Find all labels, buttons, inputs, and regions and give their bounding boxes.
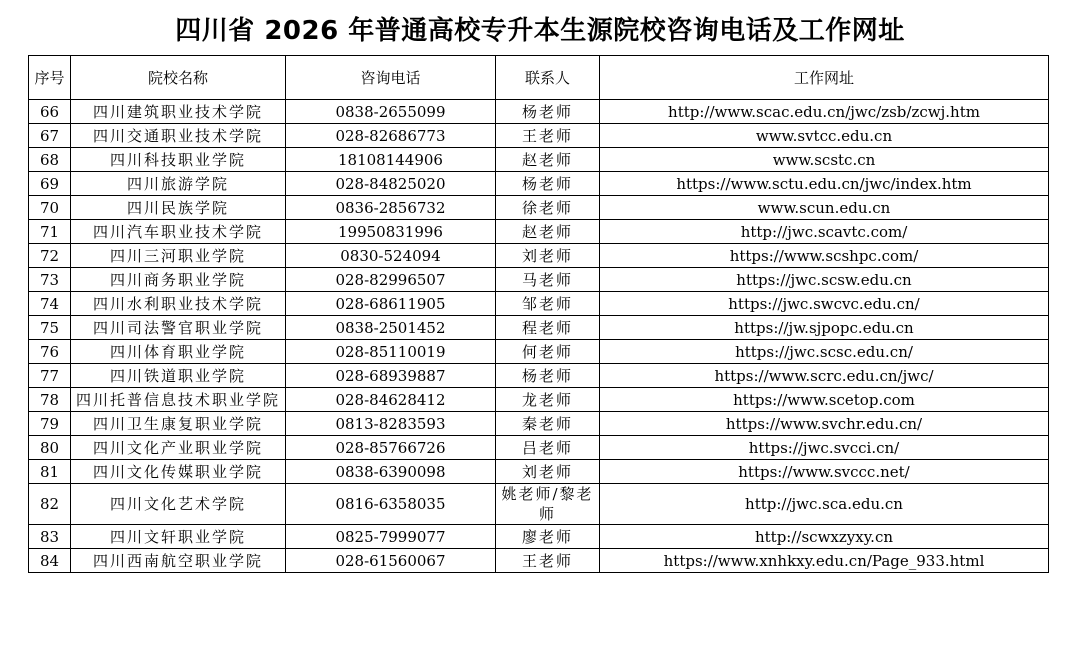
phone: 0838-6390098 [286,460,496,484]
website[interactable]: https://jwc.svcci.cn/ [600,436,1049,460]
website[interactable]: https://www.svccc.net/ [600,460,1049,484]
school-name: 四川托普信息技术职业学院 [71,388,286,412]
table-header-row [29,56,1049,100]
school-name: 四川体育职业学院 [71,340,286,364]
row-index: 75 [29,316,71,340]
school-name: 四川民族学院 [71,196,286,220]
row-index: 82 [29,484,71,525]
row-index: 71 [29,220,71,244]
contact-name: 廖老师 [496,525,600,549]
document-title: 四川省 2026 年普通高校专升本生源院校咨询电话及工作网址 [175,16,905,46]
school-name: 四川文化传媒职业学院 [71,460,286,484]
website[interactable]: http://jwc.sca.edu.cn [600,484,1049,525]
contact-name: 程老师 [496,316,600,340]
phone: 028-68939887 [286,364,496,388]
contact-name: 秦老师 [496,412,600,436]
website[interactable]: https://jwc.scsc.edu.cn/ [600,340,1049,364]
phone: 0816-6358035 [286,484,496,525]
phone: 18108144906 [286,148,496,172]
header-website: 工作网址 [600,56,1049,100]
row-index: 77 [29,364,71,388]
row-index: 73 [29,268,71,292]
contact-name: 王老师 [496,124,600,148]
website[interactable]: www.svtcc.edu.cn [600,124,1049,148]
row-index: 68 [29,148,71,172]
school-name: 四川水利职业技术学院 [71,292,286,316]
phone: 0838-2655099 [286,100,496,124]
contact-name: 吕老师 [496,436,600,460]
table-row [29,172,1049,196]
phone: 028-85110019 [286,340,496,364]
school-name: 四川文化产业职业学院 [71,436,286,460]
website[interactable]: www.scun.edu.cn [600,196,1049,220]
website[interactable]: https://jw.sjpopc.edu.cn [600,316,1049,340]
school-name: 四川科技职业学院 [71,148,286,172]
contact-name: 王老师 [496,549,600,573]
table-row [29,100,1049,124]
website[interactable]: https://jwc.scsw.edu.cn [600,268,1049,292]
website[interactable]: http://scwxzyxy.cn [600,525,1049,549]
school-name: 四川旅游学院 [71,172,286,196]
phone: 028-61560067 [286,549,496,573]
school-name: 四川司法警官职业学院 [71,316,286,340]
phone: 19950831996 [286,220,496,244]
table-row [29,316,1049,340]
phone: 0836-2856732 [286,196,496,220]
website[interactable]: https://www.scetop.com [600,388,1049,412]
website[interactable]: https://www.xnhkxy.edu.cn/Page_933.html [600,549,1049,573]
table-row [29,268,1049,292]
website[interactable]: https://www.svchr.edu.cn/ [600,412,1049,436]
row-index: 72 [29,244,71,268]
row-index: 78 [29,388,71,412]
table-row [29,484,1049,525]
website[interactable]: http://www.scac.edu.cn/jwc/zsb/zcwj.htm [600,100,1049,124]
phone: 0825-7999077 [286,525,496,549]
website[interactable]: https://www.scrc.edu.cn/jwc/ [600,364,1049,388]
table-row [29,388,1049,412]
table-row [29,220,1049,244]
contact-name: 徐老师 [496,196,600,220]
website[interactable]: https://www.sctu.edu.cn/jwc/index.htm [600,172,1049,196]
contact-name: 刘老师 [496,244,600,268]
phone: 0838-2501452 [286,316,496,340]
row-index: 81 [29,460,71,484]
phone: 0830-524094 [286,244,496,268]
website[interactable]: http://jwc.scavtc.com/ [600,220,1049,244]
school-name: 四川西南航空职业学院 [71,549,286,573]
table-row [29,525,1049,549]
website[interactable]: https://jwc.swcvc.edu.cn/ [600,292,1049,316]
row-index: 70 [29,196,71,220]
contact-name: 何老师 [496,340,600,364]
table-row [29,124,1049,148]
table-row [29,244,1049,268]
row-index: 83 [29,525,71,549]
table-row [29,340,1049,364]
row-index: 74 [29,292,71,316]
header-school-name: 院校名称 [71,56,286,100]
contact-table [28,55,1049,573]
table-row [29,364,1049,388]
school-name: 四川文化艺术学院 [71,484,286,525]
header-index: 序号 [29,56,71,100]
school-name: 四川铁道职业学院 [71,364,286,388]
row-index: 80 [29,436,71,460]
contact-name: 杨老师 [496,172,600,196]
row-index: 66 [29,100,71,124]
table-row [29,292,1049,316]
school-name: 四川汽车职业技术学院 [71,220,286,244]
website[interactable]: www.scstc.cn [600,148,1049,172]
phone: 0813-8283593 [286,412,496,436]
website[interactable]: https://www.scshpc.com/ [600,244,1049,268]
contact-name: 刘老师 [496,460,600,484]
school-name: 四川建筑职业技术学院 [71,100,286,124]
header-contact: 联系人 [496,56,600,100]
contact-name: 邹老师 [496,292,600,316]
school-name: 四川三河职业学院 [71,244,286,268]
school-name: 四川卫生康复职业学院 [71,412,286,436]
row-index: 67 [29,124,71,148]
table-row [29,148,1049,172]
contact-name: 姚老师/黎老师 [496,484,600,525]
phone: 028-68611905 [286,292,496,316]
school-name: 四川交通职业技术学院 [71,124,286,148]
table-row [29,436,1049,460]
phone: 028-82996507 [286,268,496,292]
table-row [29,460,1049,484]
row-index: 84 [29,549,71,573]
row-index: 76 [29,340,71,364]
contact-name: 龙老师 [496,388,600,412]
table-body [29,100,1049,573]
header-phone: 咨询电话 [286,56,496,100]
row-index: 69 [29,172,71,196]
phone: 028-84825020 [286,172,496,196]
contact-name: 赵老师 [496,148,600,172]
school-name: 四川文轩职业学院 [71,525,286,549]
table-row [29,549,1049,573]
table-row [29,196,1049,220]
school-name: 四川商务职业学院 [71,268,286,292]
contact-name: 赵老师 [496,220,600,244]
row-index: 79 [29,412,71,436]
phone: 028-84628412 [286,388,496,412]
table-row [29,412,1049,436]
contact-name: 杨老师 [496,100,600,124]
phone: 028-82686773 [286,124,496,148]
contact-name: 杨老师 [496,364,600,388]
contact-name: 马老师 [496,268,600,292]
phone: 028-85766726 [286,436,496,460]
